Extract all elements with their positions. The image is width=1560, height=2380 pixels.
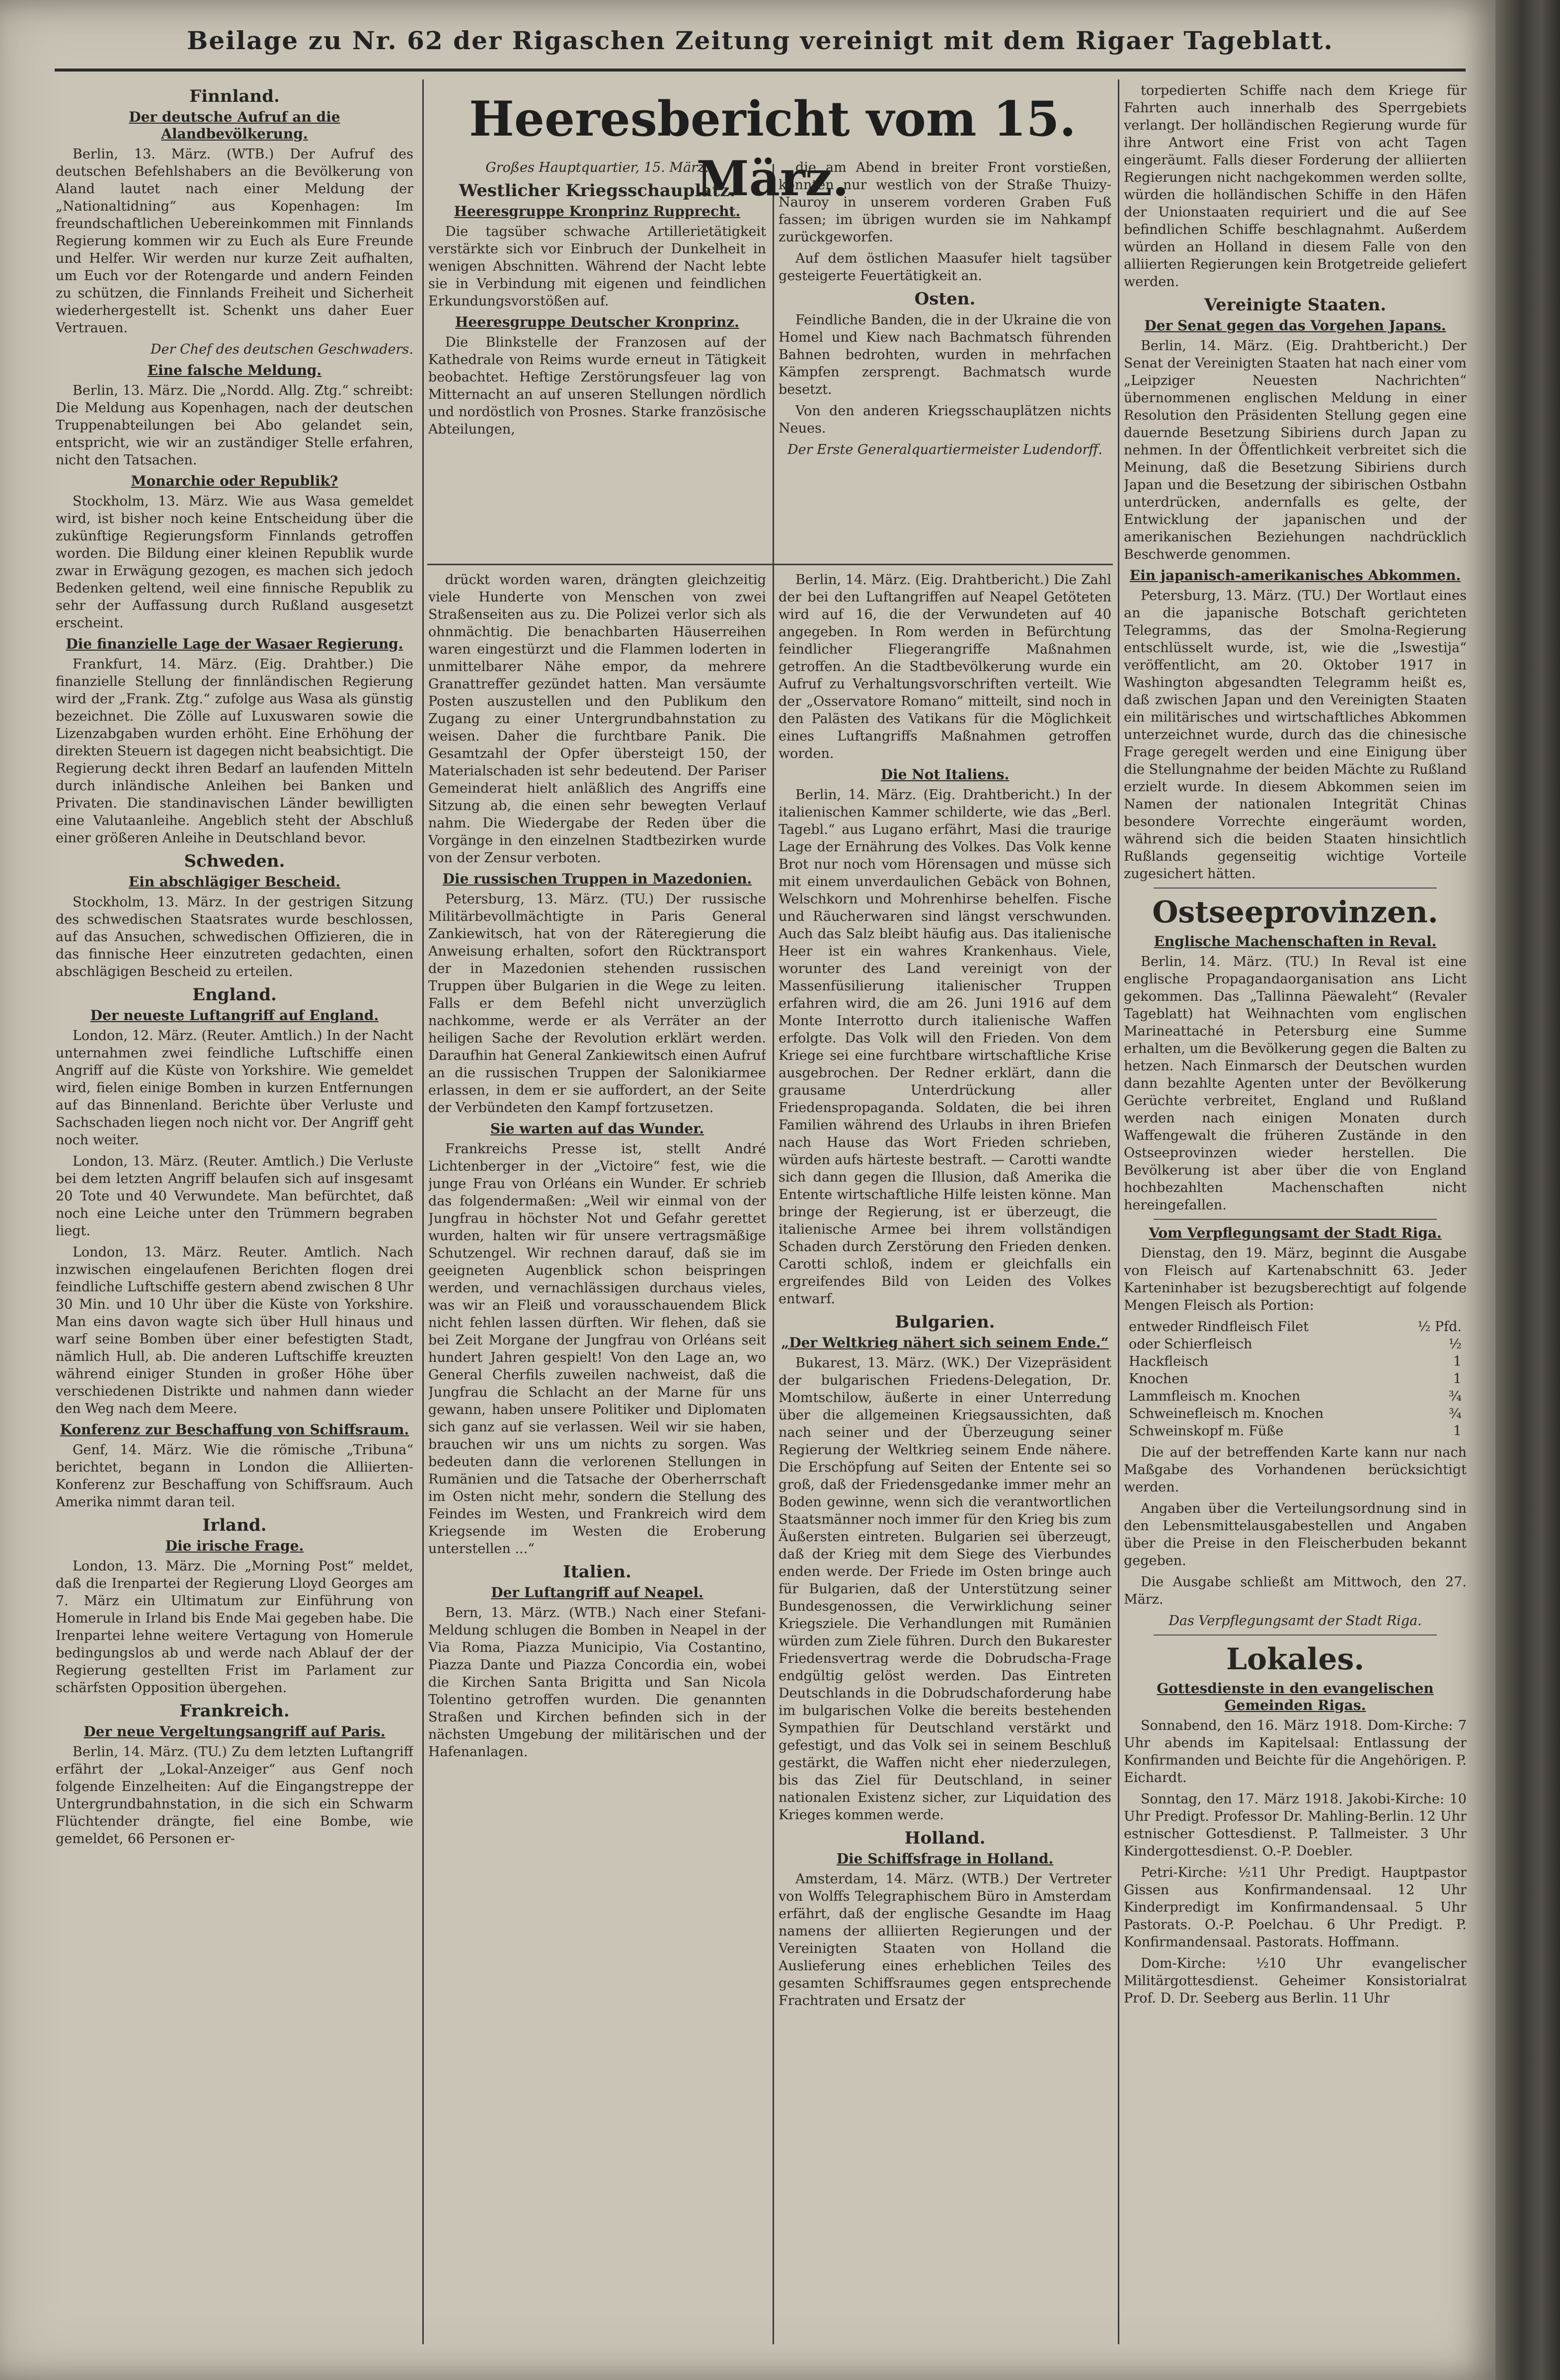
- signature-verpflegungsamt: Das Verpflegungsamt der Stadt Riga.: [1169, 1613, 1422, 1629]
- subheading-bescheid: Ein abschlägiger Bescheid.: [128, 874, 341, 890]
- article-text: Berlin, 14. März. (TU.) In Reval ist eine englische Propagandaorganisation ans Licht gekommen. Das „Tallinna Päewaleht“ (Revaler Tageblatt) hat Weihnachten vom englischen Marineattaché in Petersburg eine Summe erhalten, um die Bevölkerung gegen die Balten zu hetzen. Nach Einmarsch der Deutschen wurden dann bezahlte Agenten unter der Bevölkerung Gerüchte verbreitet, England und Rußland werden nach einigen Monaten durch Waffengewalt die früheren Zustände in den Ostseeprovinzen wieder herstellen. Die Bevölkerung ist aber über die von England hochbezahlten Machenschaften nicht hereingefallen.: [1124, 954, 1467, 1213]
- article-text: Von den anderen Kriegsschauplätzen nichts Neues.: [779, 403, 1111, 436]
- column-4: [1124, 82, 1467, 2347]
- subheading-senat: Der Senat gegen das Vorgehen Japans.: [1144, 317, 1446, 334]
- article-text: Sonnabend, den 16. März 1918. Dom-Kirche: 7 Uhr abends im Kapitelsaal: Entlassung der Konfirmanden und Beichte für die Angehörigen. P. Eichardt.: [1124, 1718, 1467, 1785]
- subheading-luftangriff: Der neueste Luftangriff auf England.: [90, 1007, 379, 1024]
- ration-row: [1129, 1405, 1462, 1422]
- heading-italien: Italien.: [563, 1562, 631, 1582]
- article-text: Genf, 14. März. Wie die römische „Tribuna“ berichtet, begann in London die Alliierten-Konferenz zur Beschaffung von Schiffsraum. Auch Amerika nimmt daran teil.: [56, 1442, 413, 1510]
- heading-frankreich: Frankreich.: [179, 1701, 290, 1721]
- heading-bulgarien: Bulgarien.: [895, 1312, 995, 1332]
- ration-row: [1129, 1353, 1462, 1370]
- report-column-left: [428, 159, 766, 561]
- section-divider: [1154, 1219, 1437, 1220]
- heading-holland: Holland.: [904, 1828, 986, 1848]
- ration-value: 1: [1453, 1354, 1462, 1369]
- heading-osten: Osten.: [914, 289, 976, 309]
- ration-label: Hackfleisch: [1129, 1354, 1209, 1369]
- article-text: Feindliche Banden, die in der Ukraine die von Homel und Kiew nach Bachmatsch führenden Bahnen bedrohten, wurden in mehrfachen Kämpfen zersprengt. Bachmatsch wurde besetzt.: [779, 312, 1111, 397]
- article-text: Berlin, 14. März. (Eig. Drahtbericht.) In der italienischen Kammer schilderte, wie das „Berl. Tagebl.“ aus Lugano erfährt, Masi die traurige Lage der Ernährung des Volkes. Das Volk kenne Brot nur noch vom Hörensagen und müsse sich mit einem unverdaulichen Gebäck von Bohnen, Welschkorn und Mohrenhirse behelfen. Fische und Räucherwaren sind längst verschwunden. Auch das Salz bleibt häufig aus. Das italienische Heer ist ein wahres Krankenhaus. Viele, worunter des Land vereinigt von der Massenfüsilierung italienischer Truppen erfahren wird, die am 26. Juni 1916 auf dem Monte Interrotto durch italienische Waffen erfolgte. Das Volk will den Frieden. Von dem Kriege sei eine furchtbare wirtschaftliche Krise ausgebrochen. Der Redner erklärt, dann die grausame Unterdrückung aller Friedenspropaganda. Soldaten, die bei ihren Familien während des Urlaubs in ihren Briefen nach Hause das Wort Frieden schrieben, würden aufs härteste bestraft. — Carotti wandte sich dann gegen die Illusion, daß Amerika die Entente wirtschaftliche Hilfe leisten könne. Man bringe der Regierung, ist er überzeugt, die italienische Armee bei ihrem vollständigen Schaden durch Zerstörung den Frieden denken. Carotti schloß, indem er gleichfalls ein ergreifendes Bild von Leiden des Volkes entwarf.: [779, 787, 1111, 1307]
- heading-lokales: Lokales.: [1226, 1642, 1365, 1677]
- article-text: Berlin, 14. März. (Eig. Drahtbericht.) Die Zahl der bei den Luftangriffen auf Neapel Getöteten wird auf 16, die der Verwundeten auf 40 angegeben. In Rom werden in Befürchtung feindlicher Fliegerangriffe Maßnahmen getroffen. An die Stadtbevölkerung wurde ein Aufruf zu Verhaltungsvorschriften verteilt. Wie der „Osservatore Romano“ mitteilt, sind noch in den Palästen des Vatikans für die Möglichkeit eines Luftangriffs Maßnahmen getroffen worden.: [779, 572, 1111, 761]
- article-text: Berlin, 14. März. (Eig. Drahtbericht.) Der Senat der Vereinigten Staaten hat nach einer vom „Leipziger Neuesten Nachrichten“ übernommenen englischen Meldung in einer Resolution den Präsidenten Stellung gegen eine dauernde Besetzung Sibiriens durch Japan zu nehmen. In der Öffentlichkeit verbreitet sich die Meinung, daß die Besetzung Sibiriens durch Japan und die Besetzung der sibirischen Ostbahn unterdrücken, andernfalls es gelte, der Entwicklung der japanischen und der amerikanischen Beziehungen nachdrücklich Beschwerde genommen.: [1124, 338, 1467, 562]
- ration-row: [1129, 1318, 1462, 1336]
- ration-label: Lammfleisch m. Knochen: [1129, 1389, 1301, 1404]
- subheading-irische-frage: Die irische Frage.: [165, 1538, 304, 1554]
- article-text: Petri-Kirche: ½11 Uhr Predigt. Hauptpastor Gissen aus Konfirmandensaal. 12 Uhr Kinderpredigt im Konfirmandensaal. 5 Uhr Pastorats. O.-P. Poelchau. 6 Uhr Predigt. P. Konfirmandensaal. Pastorats. Hoffmann.: [1124, 1865, 1467, 1950]
- report-dateline: Großes Hauptquartier, 15. März.: [485, 160, 709, 175]
- column-1: [56, 82, 413, 2347]
- ration-value: ¾: [1448, 1406, 1462, 1421]
- ration-value: ½ Pfd.: [1417, 1319, 1462, 1335]
- article-text: Frankreichs Presse ist, stellt André Lichtenberger in der „Victoire“ fest, wie die junge Frau von Orléans ein Wunder. Er schrieb das folgendermaßen: „Weil wir einmal von der Jungfrau in höchster Not und Gefahr gerettet wurden, halten wir für unsere vertragsmäßige Schutzengel. Wir rechnen darauf, daß sie im geeigneten Augenblick schon beispringen werden, und vernachlässigen durchaus vieles, was wir an Fleiß und vorausschauendem Blick nicht fehlen lassen dürften. Wir flehen, daß sie bei Zeit Morgane der Jungfrau von Orléans seit hundert Jahren gespielt! Von den Lage an, wo General Cherfils zuweilen nachweist, daß die Jungfrau die Schlacht an der Marne für uns gewann, haben unsere Politiker und Diplomaten sich ganz auf sie verlassen. Weil wir sie haben, brauchen wir uns um nichts zu sorgen. Was bedeuten dann die verlorenen Stellungen in Rumänien und die Tatsache der Oberherrschaft im Osten nicht mehr, sondern die Stellung des Feindes im Westen, und Frankreich wird dem Kriegsende im Westen die Eroberung unterstellen ...“: [428, 1141, 766, 1557]
- ration-list: [1129, 1318, 1462, 1440]
- ration-label: oder Schierfleisch: [1129, 1337, 1252, 1352]
- article-text: London, 13. März. Reuter. Amtlich. Nach inzwischen eingelaufenen Berichten flogen drei feindliche Luftschiffe gestern abend zwischen 8 Uhr 30 Min. und 10 Uhr über die Küste von Yorkshire. Man eins davon wagte sich über Hull hinaus und warf seine Bomben über einer befestigten Stadt, nämlich Hull, ab. Die anderen Luftschiffe kreuzten während einiger Stunden in großer Höhe über verschiedenen Distrikte und nahmen dann wieder den Weg nach dem Meere.: [56, 1245, 413, 1416]
- article-text: Die Ausgabe schließt am Mittwoch, den 27. März.: [1124, 1574, 1467, 1607]
- ration-value: 1: [1453, 1423, 1462, 1439]
- subheading-wunder: Sie warten auf das Wunder.: [490, 1120, 704, 1137]
- subheading-paris: Der neue Vergeltungsangriff auf Paris.: [83, 1723, 386, 1740]
- ration-row: [1129, 1370, 1462, 1388]
- article-text: Die Blinkstelle der Franzosen auf der Kathedrale von Reims wurde erneut in Tätigkeit beobachtet. Heftige Zerstörungsfeuer lag von Mitternacht an auf unseren Stellungen nördlich und nordöstlich von Prosnes. Starke französische Abteilungen,: [428, 335, 766, 437]
- article-text: Sonntag, den 17. März 1918. Jakobi-Kirche: 10 Uhr Predigt. Professor Dr. Mahling-Berlin. 12 Uhr estnischer Gottesdienst. P. Tallmeister. 3 Uhr Kindergottesdienst. O.-P. Doebler.: [1124, 1791, 1467, 1859]
- subheading-verpflegungsamt: Vom Verpflegungsamt der Stadt Riga.: [1149, 1225, 1442, 1241]
- article-text: Bern, 13. März. (WTB.) Nach einer Stefani-Meldung schlugen die Bomben in Neapel in der Via Roma, Piazza Municipio, Via Costantino, Piazza Dante und Piazza Concordia ein, wobei die Kirchen Santa Brigitta und San Nicola Tolentino getroffen wurden. Die genannten Straßen und Kirchen befinden sich in der nächsten Umgebung der militärischen und der Hafenanlagen.: [428, 1605, 766, 1760]
- subheading-konferenz: Konferenz zur Beschaffung von Schiffsraum.: [60, 1421, 409, 1438]
- article-text: Frankfurt, 14. März. (Eig. Drahtber.) Die finanzielle Stellung der finnländischen Regierung wird der „Frank. Ztg.“ zufolge aus Wasa als günstig bezeichnet. Die Zölle auf Luxuswaren sowie die Lizenzabgaben wurden erhöht. Eine Erhöhung der direkten Steuern ist dagegen nicht beabsichtigt. Die Regierung deckt ihren Bedarf an laufenden Mitteln durch inländische Anleihen bei Banken und Privaten. Die standinavischen Länder bewilligten eine Valutaanleihe. Angeblich steht der Abschluß einer größeren Anleihe in Deutschland bevor.: [56, 657, 413, 846]
- article-text: Petersburg, 13. März. (TU.) Der russische Militärbevollmächtigte in Paris General Zankiewitsch, hat von der Räteregierung die Anweisung erhalten, sofort den Rücktransport der in Mazedonien stehenden russischen Truppen über Bulgarien in die Wege zu leiten. Falls er dem Befehl nicht unverzüglich nachkomme, werde er als Verräter an der heiligen Sache der Revolution erklärt werden. Daraufhin hat General Zankiewitsch einen Aufruf an die russischen Truppen der Salonikiarmee erlassen, in dem er sie auffordert, an der Seite der Verbündeten den Kampf fortzusetzen.: [428, 892, 766, 1116]
- report-title: Heeresbericht vom 15. März.: [469, 91, 1076, 207]
- subheading-gottesdienste: Gottesdienste in den evangelischen Gemeinden Rigas.: [1157, 1680, 1434, 1713]
- article-text: torpedierten Schiffe nach dem Kriege für Fahrten auch innerhalb des Sperrgebiets verlangt. Der holländischen Regierung wurde für ihre Antwort eine Frist von acht Tagen eingeräumt. Falls dieser Forderung der alliierten Regierungen nicht nachgekommen werden sollte, würden die holländischen Schiffe in den Häfen der Unionstaaten requiriert und die auf See befindlichen Schiffe beschlagnahmt. Außerdem würden an Holland in diesem Falle von den alliierten Regierungen kein Brotgetreide geliefert werden.: [1124, 83, 1467, 290]
- signature-ludendorff: Der Erste Generalquartiermeister Ludendorff.: [787, 442, 1103, 457]
- article-text: Amsterdam, 14. März. (WTB.) Der Vertreter von Wolffs Telegraphischem Büro in Amsterdam erfährt, daß der englische Gesandte im Haag namens der alliierten Regierungen und der Vereinigten Staaten von Holland die Auslieferung eines erheblichen Teiles des gesamten Schiffsraumes gegen entsprechende Frachtraten und Ersatz der: [779, 1871, 1111, 2008]
- article-text: London, 12. März. (Reuter. Amtlich.) In der Nacht unternahmen zwei feindliche Luftschiffe einen Angriff auf die Küste von Yorkshire. Wie gemeldet wird, fielen einige Bomben in kurzen Entfernungen auf das Binnenland. Berichte über Verluste und Sachschaden liegen noch nicht vor. Der Angriff geht noch weiter.: [56, 1028, 413, 1148]
- subheading-not-italiens: Die Not Italiens.: [880, 766, 1010, 783]
- article-text: London, 13. März. (Reuter. Amtlich.) Die Verluste bei dem letzten Angriff belaufen sich auf insgesamt 20 Tote und 40 Verwundete. Man befürchtet, daß noch eine Leiche unter den Trümmern begraben liegt.: [56, 1154, 413, 1239]
- subheading-neapel: Der Luftangriff auf Neapel.: [491, 1584, 703, 1601]
- ration-row: [1129, 1388, 1462, 1405]
- heading-ostseeprovinzen: Ostseeprovinzen.: [1152, 895, 1438, 930]
- column-3: [779, 571, 1111, 2344]
- article-text: Die auf der betreffenden Karte kann nur nach Maßgabe des Vorhandenen berücksichtigt werden.: [1124, 1445, 1467, 1495]
- subheading-finanz: Die finanzielle Lage der Wasaer Regierung.: [66, 636, 403, 652]
- subheading-russian-troops: Die russischen Truppen in Mazedonien.: [442, 871, 752, 887]
- subheading-falsch: Eine falsche Meldung.: [147, 362, 322, 378]
- subheading-monarchie: Monarchie oder Republik?: [131, 473, 338, 489]
- subheading-weltkrieg: „Der Weltkrieg nähert sich seinem Ende.“: [781, 1335, 1109, 1351]
- masthead: Beilage zu Nr. 62 der Rigaschen Zeitung vereinigt mit dem Rigaer Tageblatt.: [187, 26, 1333, 55]
- ration-label: Schweinskopf m. Füße: [1129, 1423, 1284, 1439]
- heading-england: England.: [192, 985, 277, 1005]
- article-text: Stockholm, 13. März. Wie aus Wasa gemeldet wird, ist bisher noch keine Entscheidung über die zukünftige Regierungsform Finnlands getroffen worden. Die Bildung einer kleinen Republik wurde zwar in Erwägung gezogen, es machen sich jedoch Bedenken geltend, weil eine finnische Republik zu sehr der Auffassung durch Rußland ausgesetzt erscheint.: [56, 494, 413, 631]
- subheading-schiffsfrage: Die Schiffsfrage in Holland.: [836, 1851, 1054, 1867]
- section-divider: [1154, 1635, 1437, 1636]
- ration-row: [1129, 1336, 1462, 1353]
- subheading-reval: Englische Machenschaften in Reval.: [1154, 933, 1437, 950]
- section-rule: [427, 564, 1113, 565]
- ration-label: Schweinefleisch m. Knochen: [1129, 1406, 1324, 1421]
- article-text: Berlin, 14. März. (TU.) Zu dem letzten Luftangriff erfährt der „Lokal-Anzeiger“ aus Genf noch folgende Einzelheiten: Auf die Eingangstreppe der Untergrundbahnstation, in die sich ein Schwarm Flüchtender drängte, fiel eine Bombe, wie gemeldet, 66 Personen er-: [56, 1744, 413, 1847]
- heading-vereinigte-staaten: Vereinigte Staaten.: [1204, 295, 1387, 315]
- article-text: Auf dem östlichen Maasufer hielt tagsüber gesteigerte Feuertätigkeit an.: [779, 251, 1111, 284]
- column-rule: [1118, 79, 1119, 2344]
- article-text: Dienstag, den 19. März, beginnt die Ausgabe von Fleisch auf Kartenabschnitt 63. Jeder Karteninhaber ist bezugsberechtigt auf folgende Mengen Fleisch als Portion:: [1124, 1246, 1467, 1313]
- report-column-right: [779, 159, 1111, 561]
- ration-value: 1: [1453, 1371, 1462, 1387]
- masthead-rule: [55, 69, 1466, 72]
- ration-label: Knochen: [1129, 1371, 1188, 1387]
- article-text: Petersburg, 13. März. (TU.) Der Wortlaut eines an die japanische Botschaft gerichteten Telegramms, das der Smolna-Regierung entschlüsselt wurde, ist, wie die „Iswestija“ veröffentlicht, am 20. Oktober 1917 in Washington abgesandten Telegramm heißt es, daß zwischen Japan und den Vereinigten Staaten ein militärisches und wirtschaftliches Abkommen unterzeichnet wurde, durch das die chinesische Frage geregelt werden und eine Einigung über die Stellungnahme der beiden Mächte zu Rußland erzielt wurde. In diesem Abkommen seien im Namen der nationalen Integrität Chinas besondere Vorrechte eingeräumt worden, während sich die beiden Staaten hinsichtlich Rußlands gegenseitig wichtige Vorteile zugesichert hätten.: [1124, 588, 1467, 882]
- article-text: Angaben über die Verteilungsordnung sind in den Lebensmittelausgabestellen und Angaben über die Preise in den Fleischerbuden bekannt gegeben.: [1124, 1501, 1467, 1568]
- article-text: die am Abend in breiter Front vorstießen, konnten nur westlich von der Straße Thuizy-Nauroy in unserem vorderen Graben Fuß fassen; im übrigen wurden sie im Nahkampf zurückgeworfen.: [779, 160, 1111, 245]
- article-text: Berlin, 13. März. (WTB.) Der Aufruf des deutschen Befehlshabers an die Bevölkerung von Aland lautet nach einer Meldung der „Nationaltidning“ aus Kopenhagen: Im freundschaftlichen Uebereinkommen mit Finnlands Regierung kommen wir zu Euch als Eure Freunde und Helfer. Wir werden nur kurze Zeit aufhalten, um Euch vor der Rotengarde und andern Feinden zu schützen, die Finnlands Freiheit und Sicherheit wiederhergestellt ist. Schenkt uns daher Euer Vertrauen.: [56, 147, 413, 336]
- heading-schweden: Schweden.: [184, 851, 285, 871]
- heading-finnland: Finnland.: [189, 86, 280, 106]
- ration-label: entweder Rindfleisch Filet: [1129, 1319, 1309, 1335]
- section-divider: [1154, 888, 1437, 889]
- heading-western-front: Westlicher Kriegsschauplatz.: [459, 181, 736, 201]
- column-2: [428, 571, 766, 2344]
- column-rule: [773, 164, 774, 2344]
- subheading-japan-abkommen: Ein japanisch-amerikanisches Abkommen.: [1129, 567, 1461, 584]
- article-text: drückt worden waren, drängten gleichzeitig viele Hunderte von Menschen von zwei Straßenseiten aus zu. Die Polizei verlor sich als ohnmächtig. Die benachbarten Häuserreihen waren eingestürzt und die Flammen loderten in unmittelbarer Nähe empor, da mehrere Granattreffer gezündet hatten. Man versäumte Posten auszustellen und den Publikum den Zugang zu einer Untergrundbahnstation zu weisen. Daher die furchtbare Panik. Die Gesamtzahl der Opfer übersteigt 150, der Materialschaden ist sehr bedeutend. Der Pariser Gemeinderat hielt anläßlich des Angriffs eine Sitzung ab, die einen sehr bewegten Verlauf nahm. Die Wiedergabe der Reden über die Vorgänge in den einzelnen Stadtbezirken wurde von der Zensur verboten.: [428, 572, 766, 866]
- column-rule: [422, 79, 424, 2344]
- subheading-aufruf: Der deutsche Aufruf an die Alandbevölkerung.: [129, 109, 340, 142]
- heading-irland: Irland.: [202, 1515, 267, 1535]
- subheading-rupprecht: Heeresgruppe Kronprinz Rupprecht.: [454, 203, 741, 220]
- book-edge: [1495, 0, 1560, 2380]
- article-text: Dom-Kirche: ½10 Uhr evangelischer Militärgottesdienst. Geheimer Konsistorialrat Prof. D. Dr. Seeberg aus Berlin. 11 Uhr: [1124, 1956, 1467, 2006]
- article-text: Berlin, 13. März. Die „Nordd. Allg. Ztg.“ schreibt: Die Meldung aus Kopenhagen, nach der deutschen Truppenabteilungen bei Abo gelandet sein, entspricht, wie wir an zuständiger Stelle erfahren, nicht den Tatsachen.: [56, 383, 413, 468]
- subheading-kronprinz: Heeresgruppe Deutscher Kronprinz.: [455, 314, 739, 330]
- article-text: London, 13. März. Die „Morning Post“ meldet, daß die Irenpartei der Regierung Lloyd Georges am 7. März ein Ultimatum zur Einführung von Homerule in Irland bis Ende Mai gegeben habe. Die Irenpartei lehne weitere Vertagung von Homerule bedingungslos ab und werde nach Ablauf der der Regierung gestellten Frist im Parlament zur schärfsten Opposition übergehen.: [56, 1559, 413, 1696]
- signature: Der Chef des deutschen Geschwaders.: [151, 342, 413, 357]
- article-text: Stockholm, 13. März. In der gestrigen Sitzung des schwedischen Staatsrates wurde beschlossen, auf das Ansuchen, schwedischen Offizieren, die in das finnische Heer einzutreten gedachten, einen abschlägigen Bescheid zu erteilen.: [56, 894, 413, 979]
- article-text: Die tagsüber schwache Artillerietätigkeit verstärkte sich vor Einbruch der Dunkelheit in wenigen Abschnitten. Während der Nacht lebte sie in Verbindung mit eigenen und feindlichen Erkundungsvorstößen auf.: [428, 224, 766, 309]
- article-text: Bukarest, 13. März. (WK.) Der Vizepräsident der bulgarischen Friedens-Delegation, Dr. Momtschilow, äußerte in einer Unterredung über die allgemeinen Kriegsaussichten, daß nach seiner und der Überzeugung seiner Regierung der Weltkrieg seinem Ende nähere. Die Erschöpfung auf Seiten der Entente sei so groß, daß der Friedensgedanke immer mehr an Boden gewinne, wenn sich die verantwortlichen Staatsmänner noch immer für den Krieg bis zum Äußersten eintreten. Bulgarien sei überzeugt, daß der Krieg mit dem Siege des Vierbundes enden werde. Der Friede im Osten bringe auch für Bulgarien, daß der Unterstützung seiner Bundesgenossen, die Verwirklichung seiner Kriegsziele. Die Verhandlungen mit Rumänien würden zum Ziele führen. Durch den Bukarester Friedensvertrag werde die Dobrudscha-Frage endgültig gelöst werden. Das Eintreten Deutschlands in die Dobrudschaforderung habe im bulgarischen Volke die bereits bestehenden Sympathien für Deutschland verstärkt und gefestigt, und das Volk sei in seinem Beschluß gestärkt, die Waffen nicht eher niederzulegen, bis das Ziel für Deutschland, in seiner nationalen Existenz sicher, zur Liquidation des Krieges kommen werde.: [779, 1355, 1111, 1823]
- ration-value: ½: [1448, 1337, 1462, 1352]
- ration-row: [1129, 1422, 1462, 1440]
- ration-value: ¾: [1448, 1389, 1462, 1404]
